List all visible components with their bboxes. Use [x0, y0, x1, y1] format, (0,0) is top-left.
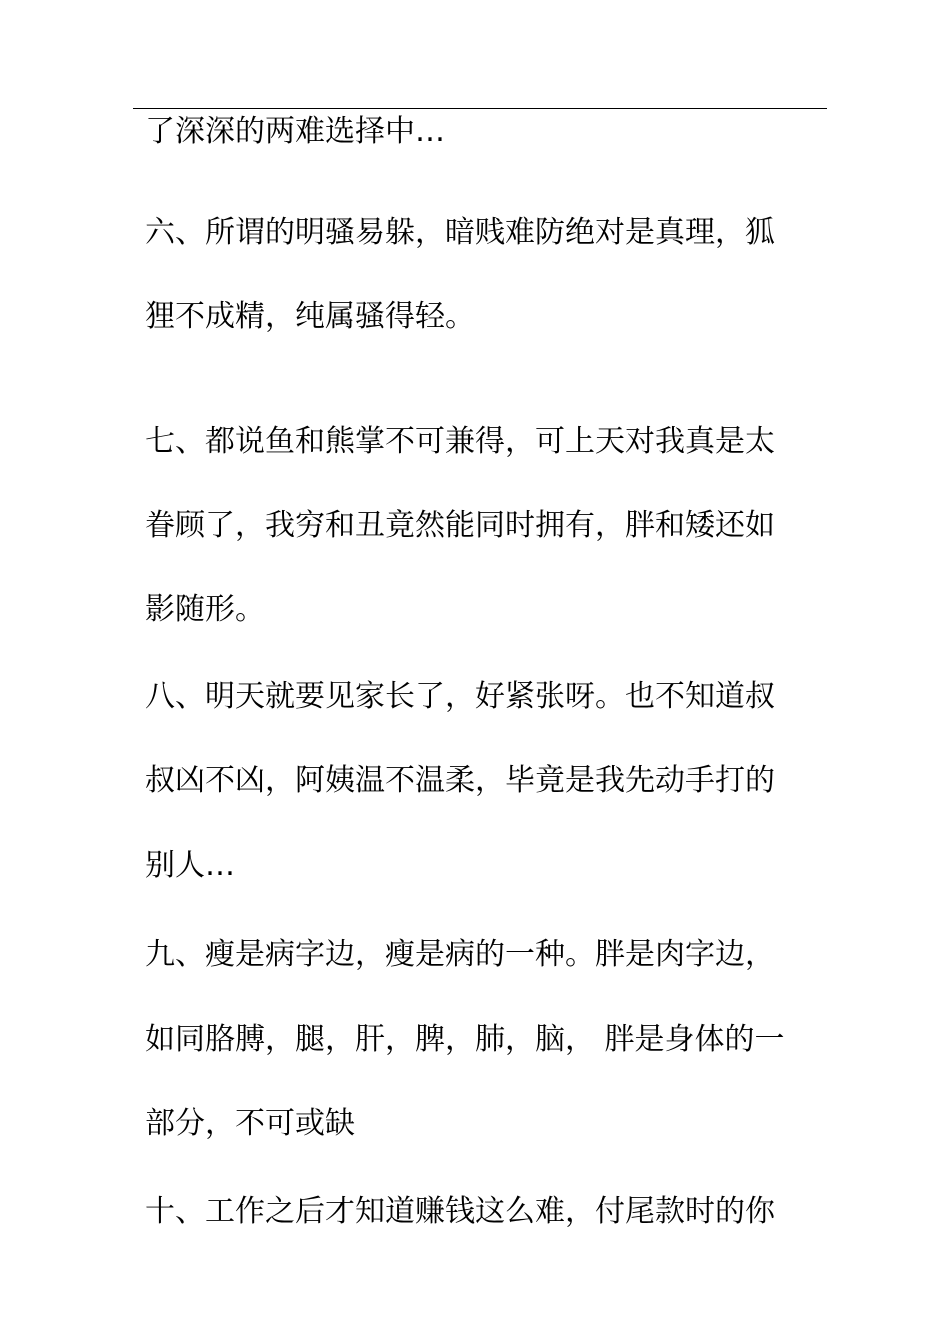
header-rule — [133, 108, 827, 109]
text-line-10: 九、瘦是病字边，瘦是病的一种。胖是肉字边， — [145, 937, 775, 972]
text-line-11: 如同胳膊，腿，肝，脾，肺，脑， 胖是身体的一 — [145, 1022, 785, 1057]
text-line-3: 狸不成精，纯属骚得轻。 — [145, 299, 475, 334]
text-line-6: 影随形。 — [145, 592, 265, 627]
text-line-9: 别人… — [145, 848, 235, 883]
text-line-13: 十、工作之后才知道赚钱这么难，付尾款时的你 — [145, 1194, 775, 1229]
text-line-2: 六、所谓的明骚易躲，暗贱难防绝对是真理，狐 — [145, 215, 775, 250]
text-line-12: 部分，不可或缺 — [145, 1106, 355, 1141]
text-line-1: 了深深的两难选择中… — [145, 114, 445, 149]
text-line-5: 眷顾了，我穷和丑竟然能同时拥有，胖和矮还如 — [145, 508, 775, 543]
text-line-4: 七、都说鱼和熊掌不可兼得，可上天对我真是太 — [145, 424, 775, 459]
text-line-8: 叔凶不凶，阿姨温不温柔，毕竟是我先动手打的 — [145, 763, 775, 798]
text-line-7: 八、明天就要见家长了，好紧张呀。也不知道叔 — [145, 679, 775, 714]
